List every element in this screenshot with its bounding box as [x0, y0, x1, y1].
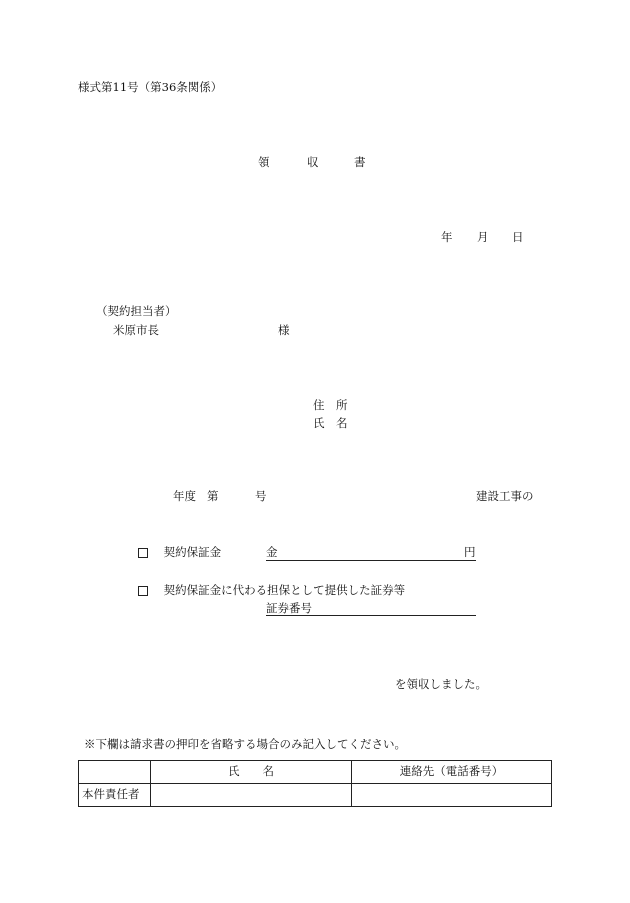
fiscal-year-label: 年度: [173, 489, 196, 503]
table-row-label: 本件責任者: [79, 784, 151, 807]
deposit-option[interactable]: [138, 547, 221, 559]
contact-table: [78, 760, 552, 807]
addressee-role: （契約担当者）: [96, 304, 177, 318]
deposit-checkbox[interactable]: [138, 548, 148, 558]
securities-checkbox[interactable]: [138, 586, 148, 596]
form-number: 様式第11号（第36条関係）: [78, 80, 223, 94]
deposit-label: 契約保証金: [163, 545, 222, 559]
title-char-2: 収: [307, 155, 319, 169]
document-title: [258, 155, 366, 169]
table-corner-cell: [79, 761, 151, 784]
number-prefix: 第: [207, 489, 219, 503]
title-char-1: 領: [258, 155, 270, 169]
deposit-amount-underline: [266, 560, 476, 561]
securities-number-underline: [266, 615, 476, 616]
received-statement: を領収しました。: [395, 677, 487, 691]
issuer-name-char-2: 名: [336, 416, 348, 430]
responsible-contact-cell[interactable]: [352, 784, 552, 807]
deposit-amount-unit: 円: [464, 545, 476, 559]
table-header-row: [79, 761, 552, 784]
note-text: ※下欄は請求書の押印を省略する場合のみ記入してください。: [84, 737, 406, 751]
table-row: [79, 784, 552, 807]
table-header-contact: 連絡先（電話番号）: [352, 761, 552, 784]
table-header-name: 氏 名: [151, 761, 352, 784]
date-month: 月: [477, 230, 489, 244]
project-suffix: 建設工事の: [476, 489, 534, 503]
addressee-name: 米原市長: [113, 323, 159, 337]
deposit-amount-prefix: 金: [266, 545, 278, 559]
date-year: 年: [441, 230, 453, 244]
number-suffix: 号: [255, 489, 267, 503]
securities-label: 契約保証金に代わる担保として提供した証券等: [163, 583, 406, 597]
date-day: 日: [512, 230, 524, 244]
securities-option[interactable]: [138, 585, 405, 597]
issuer-name-char-1: 氏: [313, 416, 325, 430]
issuer-address-char-1: 住: [313, 398, 325, 412]
issuer-address-char-2: 所: [336, 398, 348, 412]
addressee-honorific: 様: [278, 323, 290, 337]
securities-number-label: 証券番号: [266, 601, 312, 615]
title-char-3: 書: [354, 155, 366, 169]
responsible-name-cell[interactable]: [151, 784, 352, 807]
